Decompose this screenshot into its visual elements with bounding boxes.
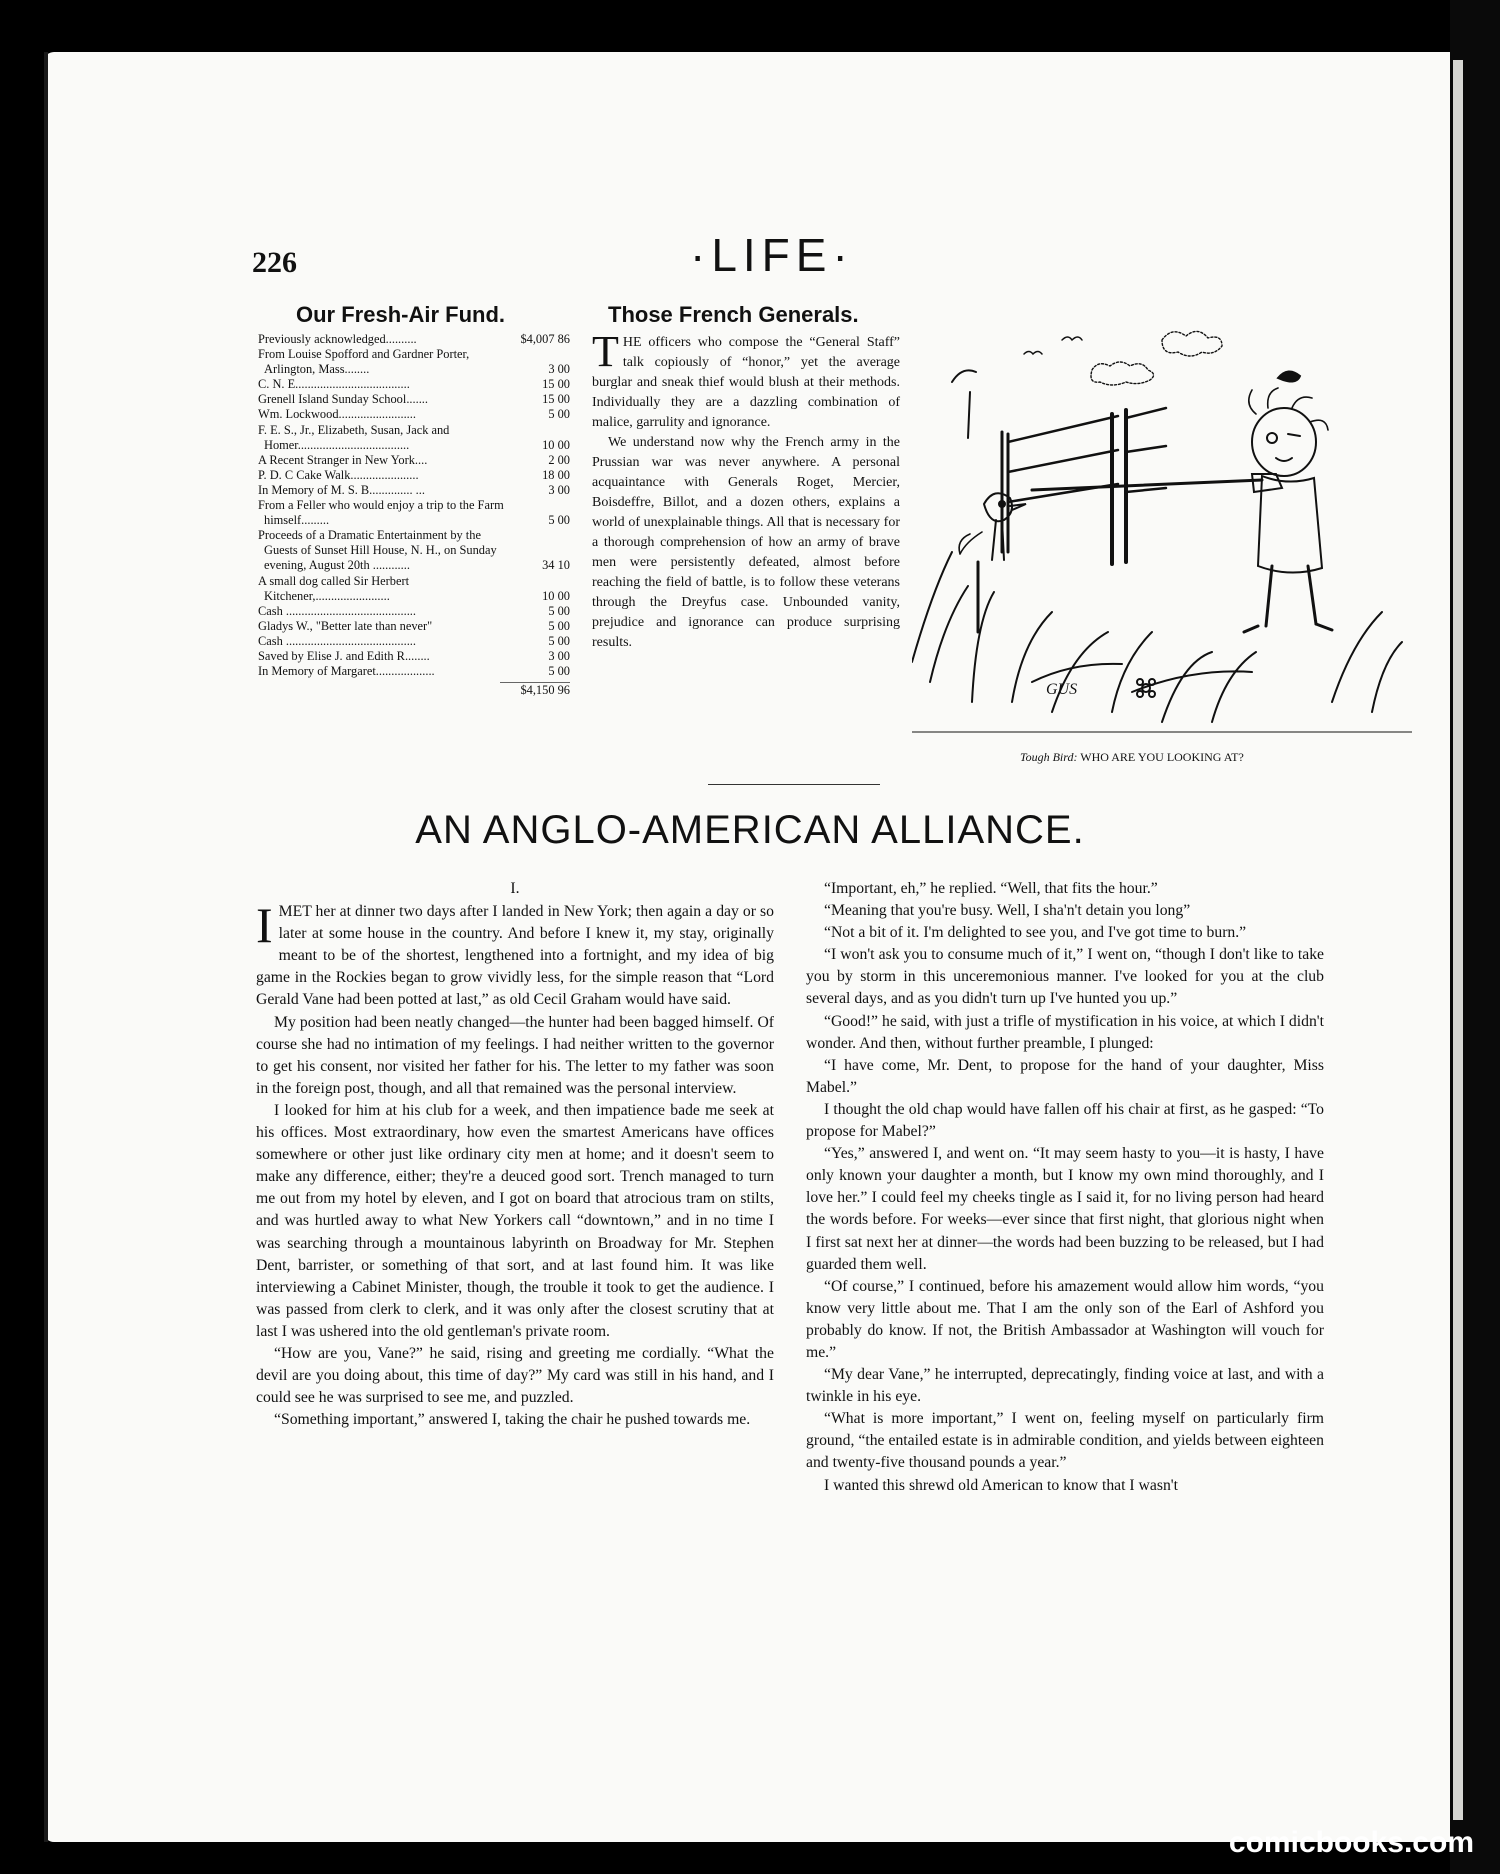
next-page-edge [1453,60,1463,1820]
fund-row [258,377,570,392]
article-paragraph: “Something important,” answered I, taking the chair he pushed towards me. [274,1411,751,1429]
article-paragraph: “What is more important,” I went on, feeling myself on particularly firm ground, “the entailed estate is in admirable condition, and yields between eighteen and twenty-five thousand pounds a year.” [806,1410,1324,1472]
caption-speaker: Tough Bird: [1020,750,1078,764]
fund-table [258,332,570,698]
fund-row [258,664,570,679]
article-paragraph: “Not a bit of it. I'm delighted to see you, and I've got time to burn.” [824,924,1247,942]
fund-row [258,468,570,483]
fund-row [258,332,570,347]
article-paragraph: I wanted this shrewd old American to know that I wasn't [824,1476,1178,1494]
cartoon-illustration [912,322,1412,737]
fund-row [258,407,570,422]
fund-total: $4,150 96 [520,683,570,698]
article-paragraph [256,897,774,1011]
fund-amount: $4,007 86 [520,332,570,346]
cartoon-signature: GUS [1046,681,1078,698]
fund-row [258,574,570,604]
page-left-edge [44,52,48,1842]
masthead-life: ·LIFE· [690,229,854,281]
fund-row [258,453,570,468]
article-paragraph: “Of course,” I continued, before his amazement would allow him words, “you know very little about me. That I am the only son of the Earl of Ashford you probably do know. If not, the British Ambassador at Washington will vouch for me.” [806,1277,1324,1361]
fund-amount: 5 00 [548,513,570,528]
watermark: comicbooks.com [1228,1826,1474,1859]
generals-article [592,327,900,653]
fund-donor: From Louise Spofford and Gardner Porter, Arlington, Mass........ [258,347,470,377]
fund-row [258,392,570,407]
fund-amount: 10 00 [542,588,570,603]
article-paragraph: I looked for him at his club for a week, and then impatience bade me seek at his offices. Most extraordinary, how even the smartest Americans have offices somewhere or other just like ordinary city men at home; and it doesn't seem to make any difference, either; they're a deuced good sort. Trench managed to turn me out from my hotel by eleven, and I got on board that atrocious tram on stilts, and was hurtled away to what New Yorkers call “downtown,” and in no time I was searching through a mountainous labyrinth on Broadway for Mr. Stephen Dent, barrister, or something of that sort, and at last found him. It was like interviewing a Cabinet Minister, though, the trouble it took to get the audience. I was passed from clerk to clerk, and it was only after the closest scrutiny that at last I was ushered into the old gentleman's private room. [256,1101,774,1340]
generals-paragraph [592,327,900,433]
fund-donor: In Memory of Margaret................... [258,664,435,679]
fund-donor: A small dog called Sir Herbert Kitchener,........................ [258,573,410,603]
fund-amount: 5 00 [548,664,570,679]
fund-donor: Cash .......................................... [258,603,416,618]
fund-row [258,423,570,453]
fund-amount: 10 00 [542,437,570,452]
fund-donor: F. E. S., Jr., Elizabeth, Susan, Jack and Homer.................................... [258,422,450,452]
fund-row [258,649,570,664]
fund-row [258,604,570,619]
fund-amount: 18 00 [542,467,570,482]
fund-donor: Saved by Elise J. and Edith R........ [258,648,430,663]
article-paragraph: I thought the old chap would have fallen off his chair at first, as he gasped: “To propose for Mabel?” [806,1100,1324,1141]
fund-row [258,498,570,528]
fund-donor: Cash .......................................... [258,633,416,648]
fund-amount: 5 00 [548,633,570,648]
page-number: 226 [252,246,297,279]
fund-amount: 3 00 [548,482,570,497]
article-paragraph: “How are you, Vane?” he said, rising and greeting me cordially. “What the devil are you doing about, this time of day?” My card was still in his hand, and I could see he was surprised to see me, and puzzled. [256,1344,774,1407]
fund-row [258,634,570,649]
fund-amount: 5 00 [548,407,570,422]
fund-total-row [258,683,570,698]
generals-title: Those French Generals. [608,302,859,327]
fund-amount: 3 00 [548,362,570,377]
fund-amount: 15 00 [542,377,570,392]
article-text: MET her at dinner two days after I landed in New York; then again a day or so later at some house in the country. And before I knew it, my stay, originally meant to be of the shortest, lengthened into a fortnight, and my idea of big game in the Rockies began to grow vividly less, for the simple reason that “Lord Gerald Vane had been potted at last,” as old Cecil Graham would have said. [256,903,774,1009]
fund-donor: Proceeds of a Dramatic Entertainment by the Guests of Sunset Hill House, N. H., on Sunday evening, August 20th ............ [258,528,497,573]
article-paragraph: “Meaning that you're busy. Well, I sha'n't detain you long” [824,902,1191,920]
article-paragraph: “I have come, Mr. Dent, to propose for the hand of your daughter, Miss Mabel.” [806,1056,1324,1096]
article-paragraph: My position had been neatly changed—the hunter had been bagged himself. Of course she had no intimation of my feelings. I had neither written to the governor to get his consent, nor visited her father for his. The letter to my father was soon in the foreign post, though, and all that remained was the personal interview. [256,1013,774,1097]
caption-text: WHO ARE YOU LOOKING AT? [1080,750,1244,764]
fund-donor: Gladys W., "Better late than never" [258,618,433,633]
fund-row [258,619,570,634]
cartoon-caption [1020,750,1244,765]
fund-row [258,528,570,573]
fund-title: Our Fresh-Air Fund. [296,302,505,327]
fund-row [258,483,570,498]
fund-donor: P. D. C Cake Walk...................... [258,467,419,482]
fund-amount: 2 00 [548,452,570,467]
article-paragraph: “Yes,” answered I, and went on. “It may seem hasty to you—it is hasty, I have only known your daughter a month, but I know my own mind thoroughly, and I love her.” I could feel my cheeks tingle as I said it, for no living person had heard the words before. For weeks—ever since that first night, that glorious night when I first sat next her at dinner—the words had been buzzing to be released, but I had guarded them well. [806,1145,1324,1273]
section-divider [708,784,880,785]
generals-paragraph: We understand now why the French army in the Prussian war was never anywhere. A personal acquaintance with Generals Roget, Mercier, Boisdeffre, Billot, and a dozen others, explains a world of unexplainable things. All that is necessary for a thorough comprehension of how an army of brave men were persistently defeated, almost before reaching the field of battle, is to follow these veterans through the Dreyfus case. Unbounded vanity, prejudice and ignorance can produce surprising results. [592,435,900,650]
fund-donor: In Memory of M. S. B.............. ... [258,482,425,497]
fund-donor: Grenell Island Sunday School....... [258,392,429,407]
fund-donor: C. N. E..................................... [258,377,410,392]
dropcap: I [256,897,273,954]
generals-text: HE officers who compose the “General Staff” talk copiously of “honor,” yet the average burglar and sneak thief would blush at their methods. Individually they are a dazzling combination of malice, garrulity and ignorance. [592,335,900,430]
fund-amount: 34 10 [542,558,570,573]
fund-donor: Previously acknowledged.......... [258,332,417,346]
fund-donor: From a Feller who would enjoy a trip to the Farm himself......... [258,498,504,528]
fund-row [258,347,570,377]
section-number: I. [510,880,520,897]
fund-donor: Wm. Lockwood......................... [258,407,416,422]
fund-amount: 5 00 [548,603,570,618]
article-headline: AN ANGLO-AMERICAN ALLIANCE. [415,808,1085,852]
article-paragraph: “My dear Vane,” he interrupted, deprecatingly, finding voice at last, and with a twinkle in his eye. [806,1366,1324,1406]
article-paragraph: “Good!” he said, with just a trifle of mystification in his voice, at which I didn't wonder. And then, without further preamble, I plunged: [806,1012,1324,1052]
article-right-column [806,878,1324,1497]
article-left-column [256,878,774,1431]
fund-amount: 15 00 [542,392,570,407]
fund-amount: 3 00 [548,648,570,663]
article-paragraph: “I won't ask you to consume much of it,” I went on, “though I don't like to take you by storm in this unceremonious manner. I've looked for you at the club several days, and as you didn't turn up I've hunted you up.” [806,946,1324,1008]
fund-donor: A Recent Stranger in New York.... [258,452,428,467]
fund-amount: 5 00 [548,618,570,633]
dropcap: T [592,327,619,376]
article-paragraph: “Important, eh,” he replied. “Well, that fits the hour.” [824,880,1158,897]
